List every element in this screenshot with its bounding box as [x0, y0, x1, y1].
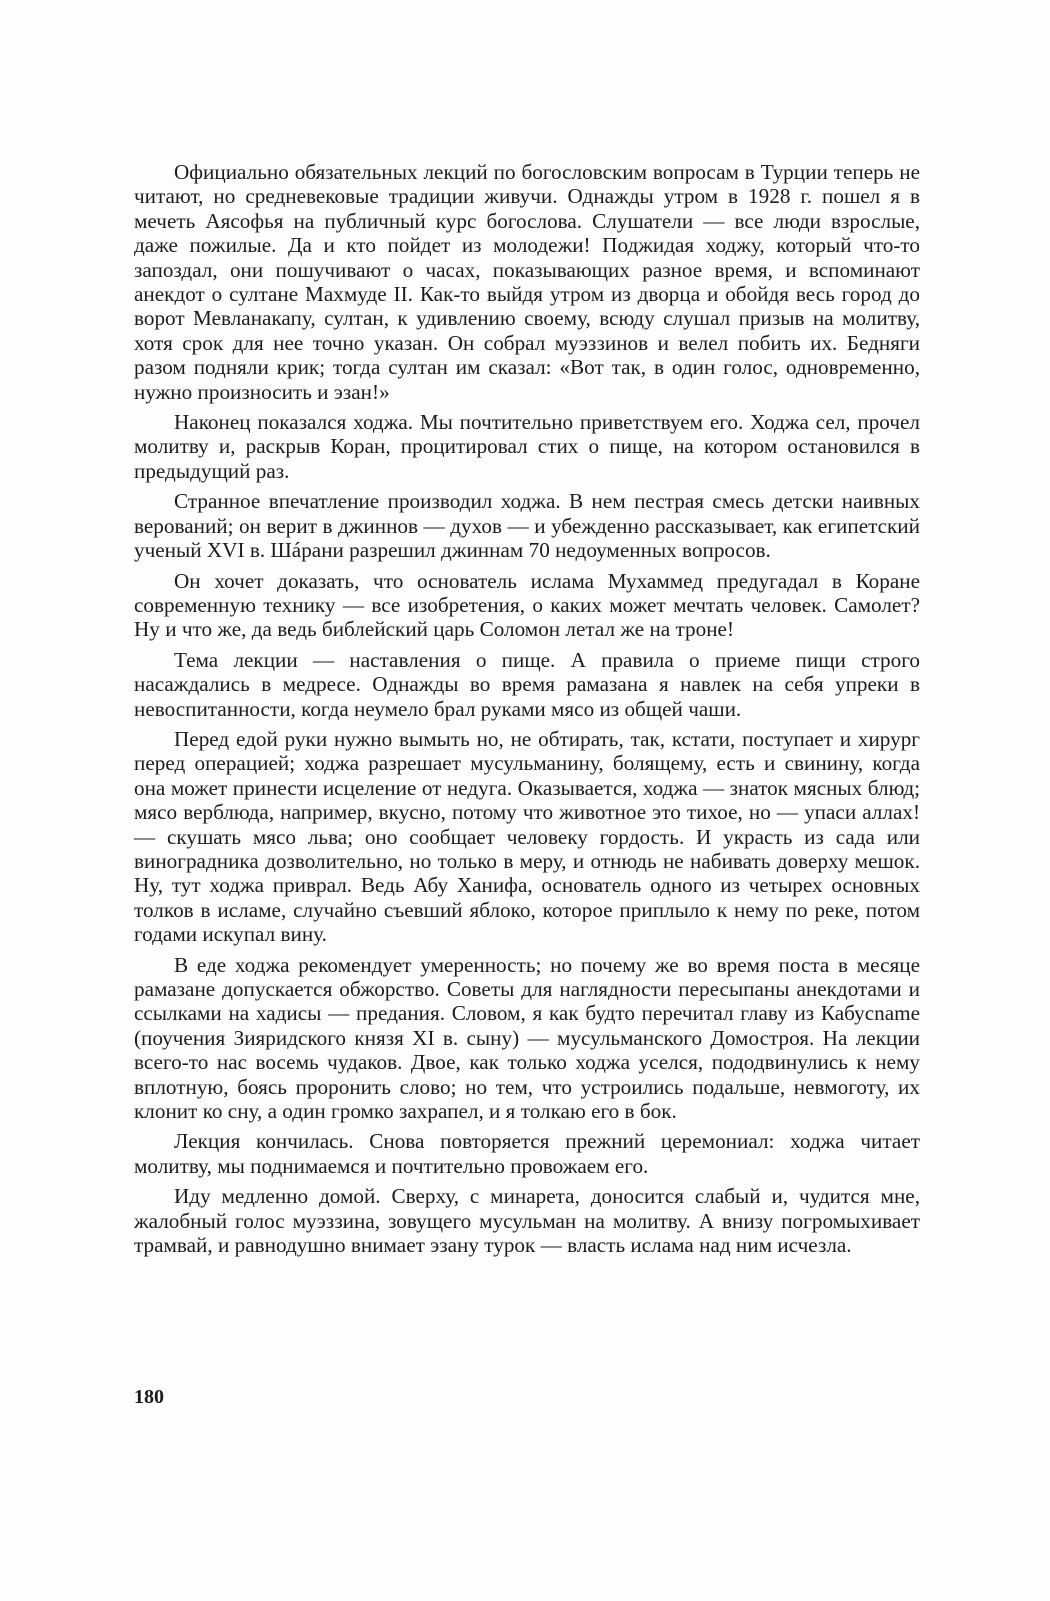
paragraph-8: Лекция кончилась. Снова повторяется прежний церемониал: ходжа читает молитву, мы поднимаемся и почтительно провожаем его. [134, 1129, 920, 1178]
paragraph-6: Перед едой руки нужно вымыть но, не обтирать, так, кстати, поступает и хирург перед операцией; ходжа разрешает мусульманину, болящему, есть и свинину, когда она может принести исцеление от недуга. Оказывается, ходжа — знаток мясных блюд; мясо верблюда, например, вкусно, потому что животное это тихое, но — упаси аллах! — скушать мясо льва; оно сообщает человеку гордость. И украсть из сада или виноградника дозволительно, но только в меру, и отнюдь не набивать доверху мешок. Ну, тут ходжа приврал. Ведь Абу Ханифа, основатель одного из четырех основных толков в исламе, случайно съевший яблоко, которое приплыло к нему по реке, потом годами искупал вину. [134, 726, 920, 947]
paragraph-2: Наконец показался ходжа. Мы почтительно приветствуем его. Ходжа сел, прочел молитву и, раскрыв Коран, процитировал стих о пище, на котором остановился в предыдущий раз. [134, 410, 920, 483]
paragraph-5: Тема лекции — наставления о пище. А правила о приеме пищи строго насаждались в медресе. Однажды во время рамазана я навлек на себя упреки в невоспитанности, когда неумело брал руками мясо из общей чаши. [134, 647, 920, 721]
page-number: 180 [134, 1386, 164, 1408]
paragraph-9: Иду медленно домой. Сверху, с минарета, доносится слабый и, чудится мне, жалобный голос муэззина, зовущего мусульман на молитву. А внизу погромыхивает трамвай, и равнодушно внимает эзану турок — власть ислама над ним исчезла. [134, 1184, 920, 1258]
paragraph-1: Официально обязательных лекций по богословским вопросам в Турции теперь не читают, но средневековые традиции живучи. Однажды утром в 1928 г. пошел я в мечеть Аясофья на публичный курс богослова. Слушатели — все люди взрослые, даже пожилые. Да и кто пойдет из молодежи! Поджидая ходжу, который что-то запоздал, они пошучивают о часах, показывающих разное время, и вспоминают анекдот о султане Махмуде II. Как-то выйдя утром из дворца и обойдя весь город до ворот Мевланакапу, султан, к удивлению своему, всюду слушал призыв на молитву, хотя срок для нее точно указан. Он собрал муэззинов и велел побить их. Бедняги разом подняли крик; тогда султан им сказал: «Вот так, в один голос, одновременно, нужно произносить и эзан!» [134, 160, 920, 404]
paragraph-7: В еде ходжа рекомендует умеренность; но почему же во время поста в месяце рамазане допускается обжорство. Советы для наглядности пересыпаны анекдотами и ссылками на хадисы — предания. Словом, я как будто перечитал главу из Кабусname (поучения Зияридского князя XI в. сыну) — мусульманского Домостроя. На лекции всего-то нас восемь чудаков. Двое, как только ходжа уселся, пододвинулись к нему вплотную, боясь проронить слово; но тем, что устроились подальше, невмоготу, их клонит ко сну, а один громко захрапел, и я толкаю его в бок. [134, 952, 920, 1124]
page-body-text [134, 160, 920, 1263]
paragraph-3: Странное впечатление производил ходжа. В нем пестрая смесь детски наивных верований; он верит в джиннов — духов — и убежденно рассказывает, как египетский ученый XVI в. Шáрани разрешил джиннам 70 недоуменных вопросов. [134, 489, 920, 563]
paragraph-4: Он хочет доказать, что основатель ислама Мухаммед предугадал в Коране современную технику — все изобретения, о каких может мечтать человек. Самолет? Ну и что же, да ведь библейский царь Соломон летал же на троне! [134, 568, 920, 642]
